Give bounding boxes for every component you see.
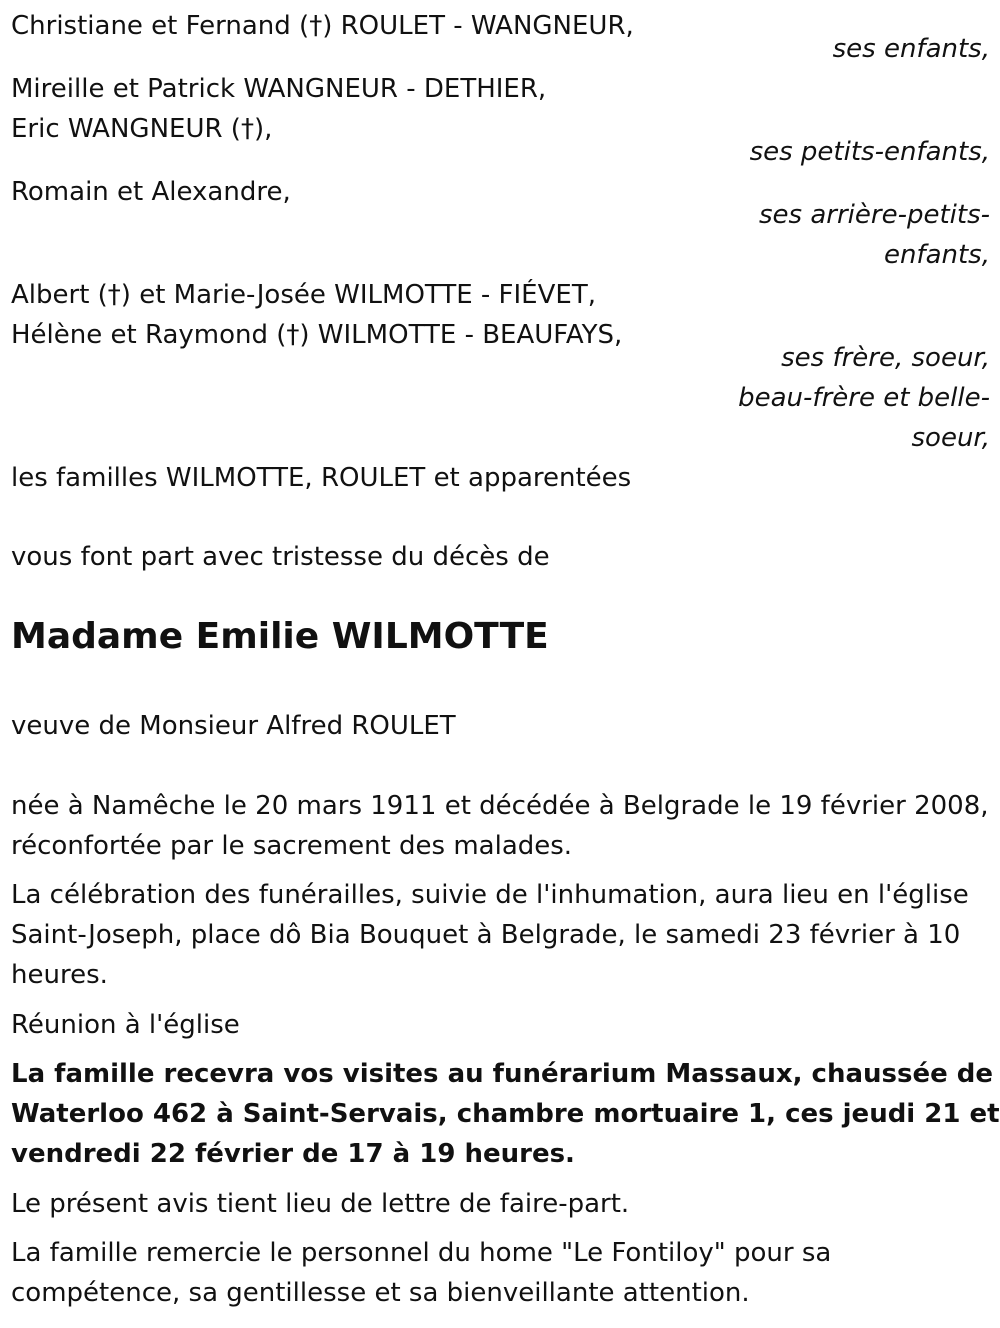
- announcement-text: vous font part avec tristesse du décès de: [11, 542, 550, 572]
- children-role: ses enfants,: [832, 34, 990, 64]
- widow-of: veuve de Monsieur Alfred ROULET: [11, 711, 456, 741]
- visits-line-1: La famille recevra vos visites au funérarium Massaux, chaussée de: [11, 1059, 994, 1089]
- thanks-line-2: compétence, sa gentillesse et sa bienveillante attention.: [11, 1278, 750, 1308]
- funeral-line-3: heures.: [11, 960, 108, 990]
- thanks-line-1: La famille remercie le personnel du home "Le Fontiloy" pour sa: [11, 1238, 832, 1268]
- siblings-role-3: soeur,: [911, 423, 990, 453]
- funeral-line-2: Saint-Joseph, place dô Bia Bouquet à Belgrade, le samedi 23 février à 10: [11, 920, 961, 950]
- visits-line-2: Waterloo 462 à Saint-Servais, chambre mortuaire 1, ces jeudi 21 et: [11, 1099, 1000, 1129]
- great-grandchildren-names: Romain et Alexandre,: [11, 177, 291, 207]
- siblings-names-1: Albert (†) et Marie-Josée WILMOTTE - FIÉVET,: [11, 280, 596, 310]
- siblings-role-2: beau-frère et belle-: [738, 383, 990, 413]
- deceased-name: Madame Emilie WILMOTTE: [11, 616, 549, 657]
- grandchildren-names-1: Mireille et Patrick WANGNEUR - DETHIER,: [11, 74, 547, 104]
- notice-text: Le présent avis tient lieu de lettre de faire-part.: [11, 1189, 630, 1219]
- grandchildren-role: ses petits-enfants,: [749, 137, 990, 167]
- birth-death-line-2: réconfortée par le sacrement des malades.: [11, 831, 573, 861]
- birth-death-line-1: née à Namêche le 20 mars 1911 et décédée à Belgrade le 19 février 2008,: [11, 791, 989, 821]
- grandchildren-names-2: Eric WANGNEUR (†),: [11, 114, 273, 144]
- siblings-role-1: ses frère, soeur,: [781, 343, 990, 373]
- siblings-names-2: Hélène et Raymond (†) WILMOTTE - BEAUFAYS,: [11, 320, 623, 350]
- great-grandchildren-role-2: enfants,: [883, 240, 990, 270]
- great-grandchildren-role-1: ses arrière-petits-: [759, 200, 990, 230]
- funeral-line-1: La célébration des funérailles, suivie de l'inhumation, aura lieu en l'église: [11, 880, 969, 910]
- children-names: Christiane et Fernand (†) ROULET - WANGNEUR,: [11, 11, 634, 41]
- extended-families: les familles WILMOTTE, ROULET et apparentées: [11, 463, 632, 493]
- visits-line-3: vendredi 22 février de 17 à 19 heures.: [11, 1139, 575, 1169]
- meeting-text: Réunion à l'église: [11, 1010, 240, 1040]
